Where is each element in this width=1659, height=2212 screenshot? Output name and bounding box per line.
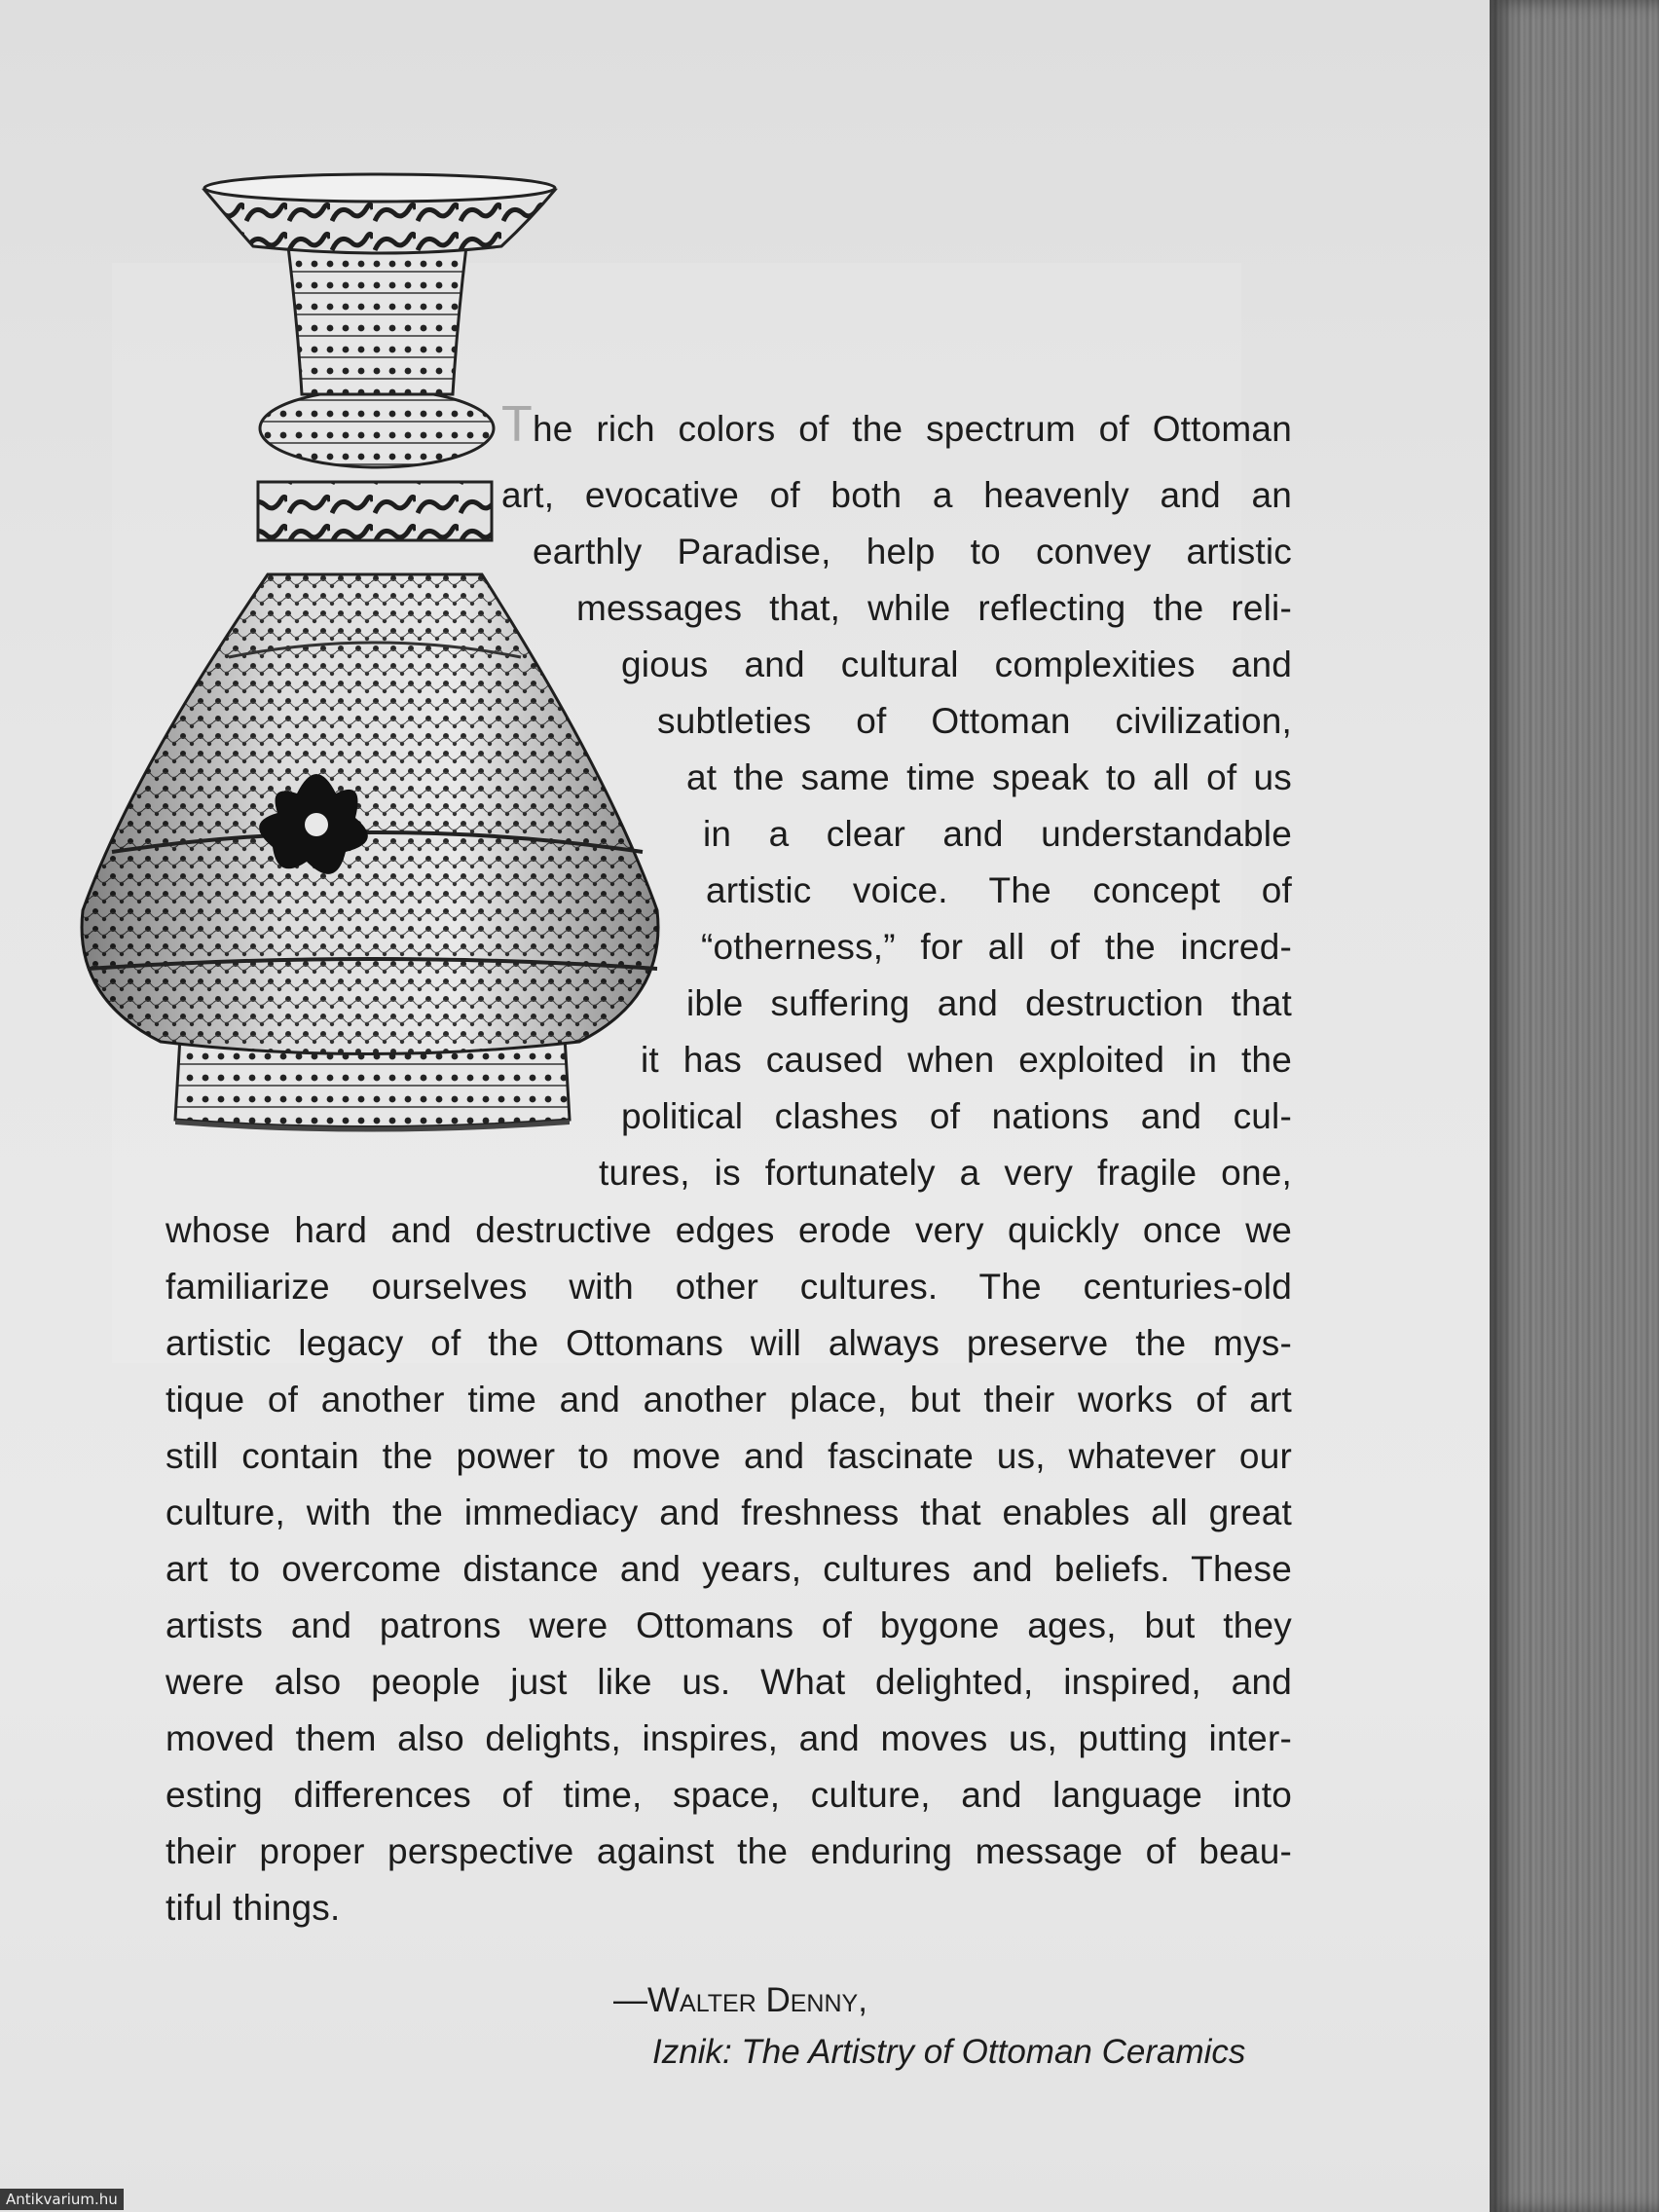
quote-line-16: familiarize ourselves with other cultures. The centuries-old: [166, 1267, 1292, 1307]
quote-line-2: art, evocative of both a heavenly and an: [501, 475, 1292, 515]
adjacent-page-edge: [1490, 0, 1659, 2212]
quote-line-5: gious and cultural complexities and: [621, 645, 1292, 684]
quote-line-21: art to overcome distance and years, cultures and beliefs. These: [166, 1549, 1292, 1589]
quote-line-7: at the same time speak to all of us: [686, 757, 1292, 797]
quote-line-20: culture, with the immediacy and freshness that enables all great: [166, 1493, 1292, 1532]
quote-line-13: political clashes of nations and cul-: [621, 1096, 1292, 1136]
quote-line-6: subtleties of Ottoman civilization,: [657, 701, 1292, 741]
quote-line-9: artistic voice. The concept of: [706, 870, 1292, 910]
quote-line-12: it has caused when exploited in the: [641, 1040, 1292, 1080]
quote-line-3: earthly Paradise, help to convey artistic: [533, 532, 1292, 571]
quote-line-10: “otherness,” for all of the incred-: [701, 927, 1292, 967]
quote-line-27: tiful things.: [166, 1888, 341, 1928]
drop-cap: T: [501, 396, 533, 453]
attribution-author: —Walter Denny,: [613, 1981, 867, 2019]
quote-line-25: esting differences of time, space, culture, and language into: [166, 1775, 1292, 1815]
quote-line-15: whose hard and destructive edges erode very quickly once we: [166, 1210, 1292, 1250]
quote-line-18: tique of another time and another place, but their works of art: [166, 1380, 1292, 1419]
quote-line-14: tures, is fortunately a very fragile one,: [599, 1153, 1292, 1193]
quote-line-24: moved them also delights, inspires, and moves us, putting inter-: [166, 1718, 1292, 1758]
quote-line-26: their proper perspective against the enduring message of beau-: [166, 1831, 1292, 1871]
quote-line-22: artists and patrons were Ottomans of bygone ages, but they: [166, 1605, 1292, 1645]
quote-line-17: artistic legacy of the Ottomans will always preserve the mys-: [166, 1323, 1292, 1363]
watermark: Antikvarium.hu: [0, 2189, 124, 2210]
iznik-vase-illustration: [73, 170, 667, 1139]
quote-line-1: The rich colors of the spectrum of Ottoman: [501, 396, 1292, 453]
quote-line-19: still contain the power to move and fascinate us, whatever our: [166, 1436, 1292, 1476]
attribution-book-title: Iznik: The Artistry of Ottoman Ceramics: [652, 2033, 1246, 2071]
quote-line-11: ible suffering and destruction that: [686, 983, 1292, 1023]
quote-line-8: in a clear and understandable: [703, 814, 1292, 854]
quote-line-4: messages that, while reflecting the reli-: [576, 588, 1292, 628]
quote-line-23: were also people just like us. What delighted, inspired, and: [166, 1662, 1292, 1702]
